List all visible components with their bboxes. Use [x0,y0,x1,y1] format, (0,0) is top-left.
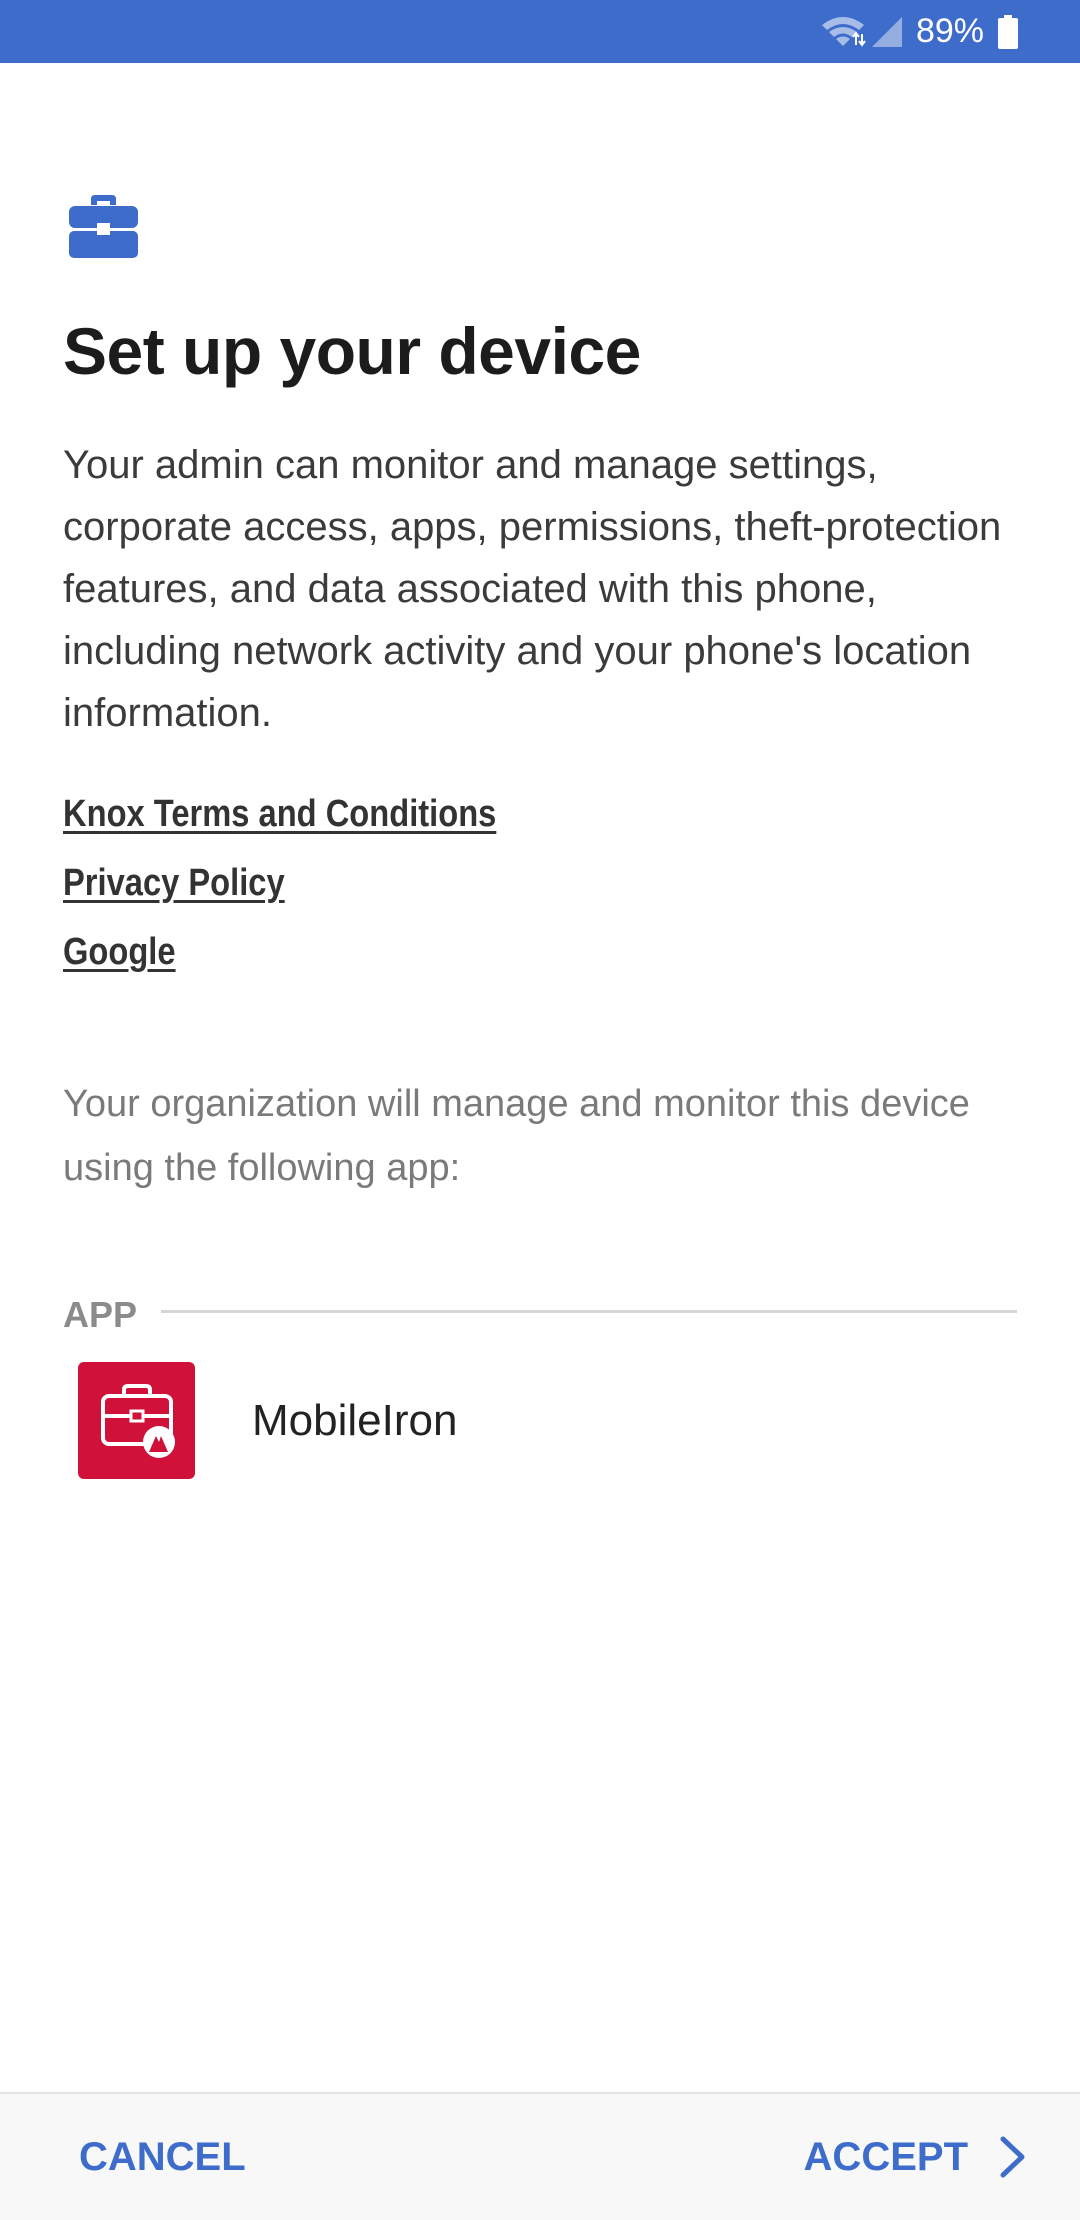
admin-description: Your admin can monitor and manage settings, corporate access, apps, permissions, theft-protection features, and data associated with this phone, including network activity and your phone's location information. [63,443,1002,735]
briefcase-shield-icon [97,1384,177,1458]
accept-button[interactable] [804,2094,1028,2220]
legal-links [63,786,567,993]
app-section-header [63,1290,1017,1340]
app-name: MobileIron [252,1395,458,1445]
link-google[interactable]: Google [63,931,176,973]
accept-button-label: ACCEPT [803,2134,968,2179]
link-privacy-policy[interactable]: Privacy Policy [63,862,285,904]
battery-percent: 89% [915,12,984,50]
wifi-icon [820,15,866,49]
link-knox-terms[interactable]: Knox Terms and Conditions [63,793,497,835]
status-bar [0,0,1080,63]
org-notice: Your organization will manage and monitor this device using the following app: [63,1083,970,1189]
bottom-action-bar [0,2092,1080,2220]
briefcase-icon [69,195,138,258]
section-divider [161,1310,1017,1313]
signal-icon [870,15,904,49]
cancel-button-label: CANCEL [79,2134,246,2179]
chevron-right-icon [998,2136,1028,2178]
page-title: Set up your device [63,314,641,388]
cancel-button[interactable] [79,2094,246,2220]
app-list-item [78,1362,457,1479]
battery-icon [998,15,1018,49]
mobileiron-app-icon [78,1362,195,1479]
app-section-label: APP [63,1294,138,1335]
